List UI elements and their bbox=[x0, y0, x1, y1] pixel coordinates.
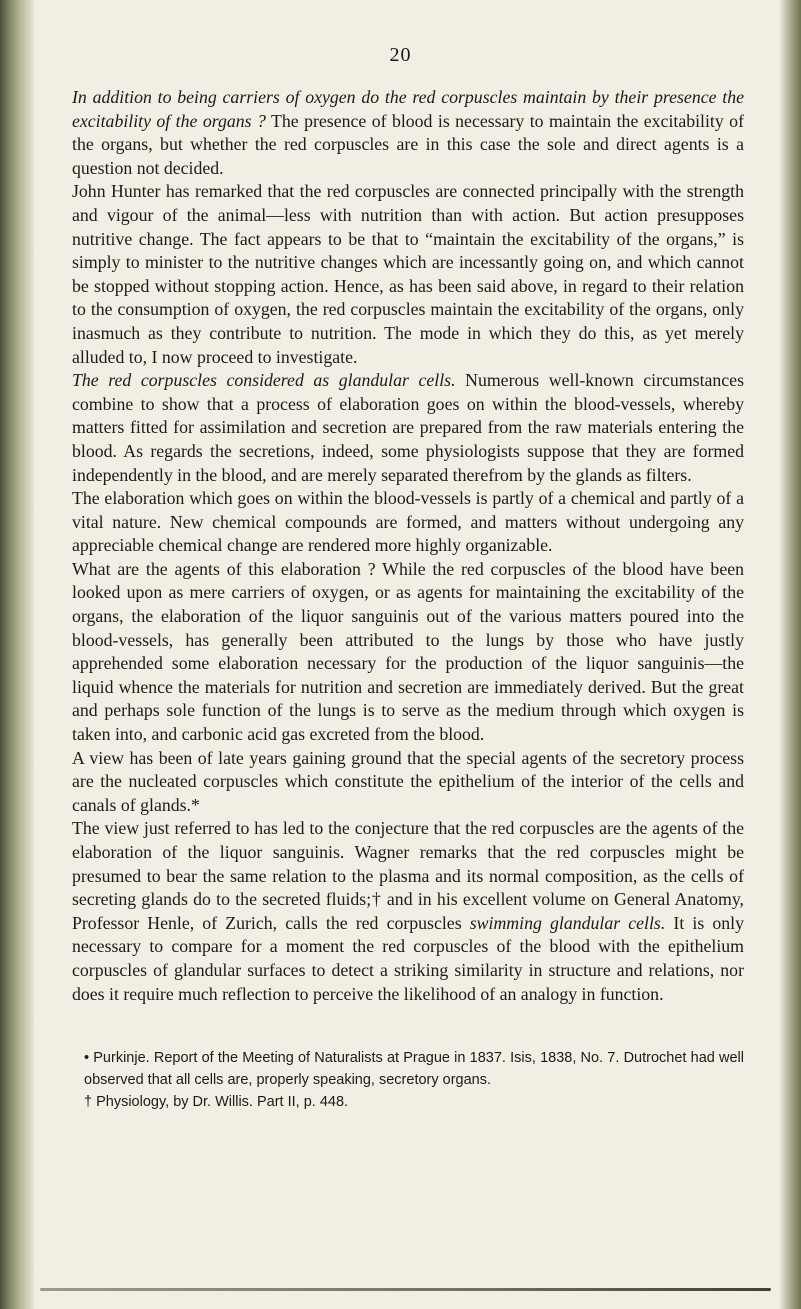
paragraph-1-text: The presence of blood is necessary to maintain the excitability of the organs, but whether the red corpuscles are in this case the sole and direct agents is a question not decided. bbox=[72, 110, 744, 178]
paragraph-3-text: Numerous well-known circumstances combine to show that a process of elaboration goes on within the blood-vessels, whereby matters fitted for assimilation and secretion are prepared from the raw materials entering the blood. As regards the secretions, indeed, some physiologists suppose that they are formed independently in the blood, and are merely separated therefrom by the glands as filters. bbox=[72, 370, 744, 485]
paragraph-7-italic: swimming glandular cells. bbox=[469, 912, 666, 933]
footnotes bbox=[84, 1047, 744, 1113]
paragraph-7-text-before: The view just referred to has led to the conjecture that the red corpuscles are the agents of the elaboration of the liquor sanguinis. Wagner remarks that the red corpuscles might be presumed to bear the same relation to the plasma and its normal composition, as the cells of secreting glands do to the secreted fluids;† and in his excellent volume on General Anatomy, Professor Henle, of Zurich, calls the red corpuscles bbox=[72, 818, 744, 933]
page-bottom-edge bbox=[40, 1288, 771, 1291]
paragraph-6: A view has been of late years gaining ground that the special agents of the secretory process are the nucleated corpuscles which constitute the epithelium of the interior of the cells and canals of glands.* bbox=[72, 747, 744, 815]
paragraph-3 bbox=[72, 369, 744, 487]
footnote-1: • Purkinje. Report of the Meeting of Naturalists at Prague in 1837. Isis, 1838, No. 7. Dutrochet had well observed that all cells are, properly speaking, secretory organs. bbox=[84, 1050, 744, 1088]
paragraph-1-italic-lead: In addition to being carriers of oxygen do the red corpuscles maintain by their presence the excitability of the organs ? bbox=[72, 87, 744, 131]
paragraph-3-italic-lead: The red corpuscles considered as glandular cells. bbox=[72, 370, 456, 391]
paragraph-2: John Hunter has remarked that the red corpuscles are connected principally with the strength and vigour of the animal—less with nutrition than with action. But action presupposes nutritive change. The fact appears to be that to “maintain the excitability of the organs,” is simply to minister to the nutritive changes which are incessantly going on, and which cannot be stopped without stopping action. Hence, as has been said above, in regard to their relation to the consumption of oxygen, the red corpuscles maintain the excitability of the organs, only inasmuch as they contribute to nutrition. The mode in which they do this, as yet merely alluded to, I now proceed to investigate. bbox=[72, 181, 744, 367]
paragraph-7 bbox=[72, 817, 744, 1006]
page-number: 20 bbox=[389, 44, 412, 66]
paragraph-5: What are the agents of this elaboration ? While the red corpuscles of the blood have been looked upon as mere carriers of oxygen, or as agents for maintaining the excitability of the organs, the elaboration of the liquor sanguinis out of the various matters poured into the blood-vessels, has generally been attributed to the lungs by those who have justly apprehended some elaboration necessary for the production of the liquor sanguinis—the liquid whence the materials for nutrition and secretion are immediately derived. But the great and perhaps sole function of the lungs is to serve as the medium through which oxygen is taken into, and carbonic acid gas excreted from the blood. bbox=[72, 558, 744, 745]
body-text bbox=[72, 86, 744, 1006]
footnote-2: † Physiology, by Dr. Willis. Part II, p. 448. bbox=[84, 1094, 349, 1110]
page-edge-shadow-left bbox=[0, 0, 34, 1309]
paragraph-1 bbox=[72, 86, 744, 180]
page-edge-shadow-right bbox=[779, 0, 801, 1309]
paragraph-7-text-after: It is only necessary to compare for a moment the red corpuscles of the blood with the epithelium corpuscles of glandular surfaces to detect a striking similarity in structure and relations, nor does it require much reflection to perceive the likelihood of an analogy in function. bbox=[72, 912, 744, 1004]
paragraph-4: The elaboration which goes on within the blood-vessels is partly of a chemical and partly of a vital nature. New chemical compounds are formed, and matters without undergoing any appreciable chemical change are rendered more highly organizable. bbox=[72, 488, 744, 556]
